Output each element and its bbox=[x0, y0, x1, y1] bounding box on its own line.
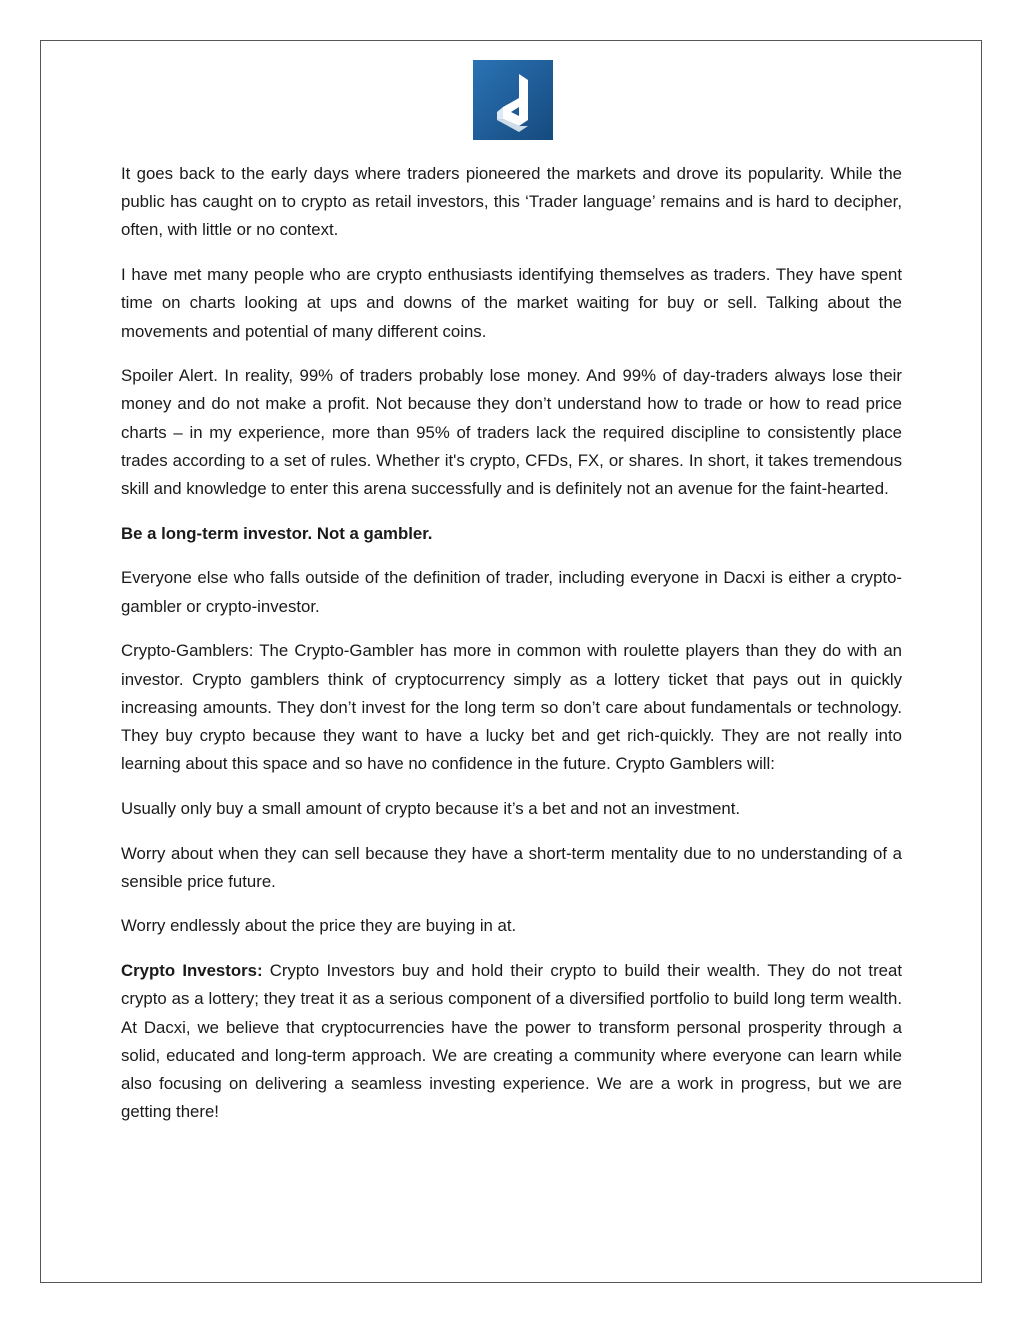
paragraph-spoiler-alert: Spoiler Alert. In reality, 99% of traders probably lose money. And 99% of day-traders always lose their money and do not make a profit. Not because they don’t understand how to trade or how to read price charts – in my experience, more than 95% of traders lack the required discipline to consistently place trades according to a set of rules. Whether it's crypto, CFDs, FX, or shares. In short, it takes tremendous skill and knowledge to enter this arena successfully and is definitely not an avenue for the faint-hearted. bbox=[121, 366, 902, 499]
paragraph-crypto-enthusiasts: I have met many people who are crypto enthusiasts identifying themselves as traders. They have spent time on charts looking at ups and downs of the market waiting for buy or sell. Talking about the movements and potential of many different coins. bbox=[121, 265, 902, 341]
paragraph-gambler-trait-1: Usually only buy a small amount of crypto because it’s a bet and not an investment. bbox=[121, 798, 741, 818]
logo-glyph bbox=[473, 60, 553, 140]
crypto-investors-text: Crypto Investors buy and hold their crypto to build their wealth. They do not treat crypto as a lottery; they treat it as a serious component of a diversified portfolio to build long term wealth. At Dacxi, we believe that cryptocurrencies have the power to transform personal prosperity through a solid, educated and long-term approach. We are creating a community where everyone can learn while also focusing on delivering a seamless investing experience. We are a work in progress, but we are getting there! bbox=[121, 961, 902, 1122]
paragraph-crypto-gamblers: Crypto-Gamblers: The Crypto-Gambler has more in common with roulette players than they do with an investor. Crypto gamblers think of cryptocurrency simply as a lottery ticket that pays out in quickly increasing amounts. They don’t invest for the long term so don’t care about fundamentals or technology. They buy crypto because they want to have a lucky bet and get rich-quickly. They are not really into learning about this space and so have no confidence in the future. Crypto Gamblers will: bbox=[121, 641, 902, 774]
section-heading: Be a long-term investor. Not a gambler. bbox=[121, 523, 433, 543]
paragraph-gambler-trait-3: Worry endlessly about the price they are buying in at. bbox=[121, 916, 517, 936]
document-body bbox=[121, 160, 902, 1143]
paragraph-definitions: Everyone else who falls outside of the definition of trader, including everyone in Dacxi is either a crypto-gambler or crypto-investor. bbox=[121, 568, 902, 616]
crypto-investors-lead: Crypto Investors: bbox=[121, 961, 263, 981]
paragraph-trader-origins: It goes back to the early days where traders pioneered the markets and drove its popularity. While the public has caught on to crypto as retail investors, this ‘Trader language’ remains and is hard to decipher, often, with little or no context. bbox=[121, 164, 902, 240]
paragraph-gambler-trait-2: Worry about when they can sell because they have a short-term mentality due to no understanding of a sensible price future. bbox=[121, 843, 902, 891]
dacxi-logo-icon bbox=[473, 60, 553, 140]
paragraph-crypto-investors bbox=[121, 957, 902, 1126]
